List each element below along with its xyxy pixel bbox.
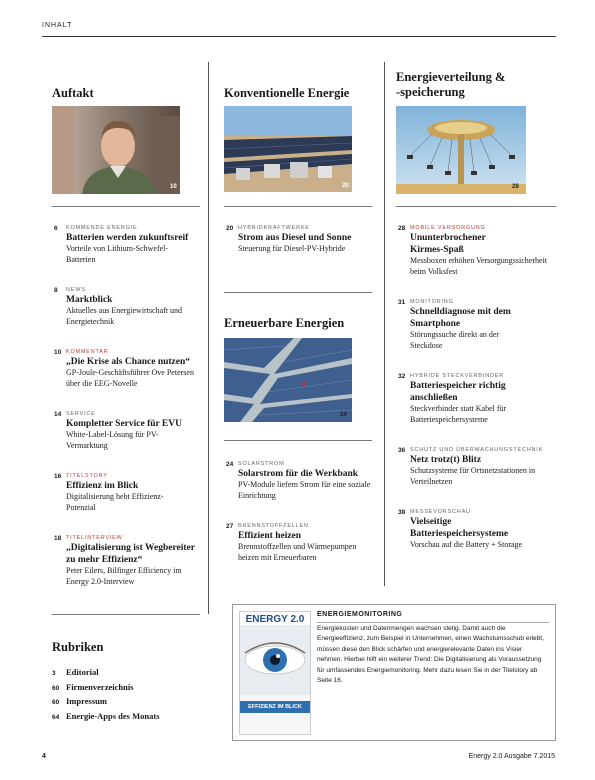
image-page-number: 28	[512, 184, 519, 190]
rubrik-page: 64	[52, 713, 60, 721]
toc-entry[interactable]	[398, 224, 560, 277]
toc-entry[interactable]	[226, 522, 398, 563]
entry-title: Ununterbrochener Kirmes-Spaß	[410, 233, 486, 255]
toc-entry[interactable]	[54, 224, 226, 265]
entry-title: Solarstrom für die Werkbank	[238, 469, 359, 479]
section-header: INHALT	[42, 22, 73, 29]
entry-page: 20	[226, 225, 234, 232]
section-title-konventionelle: Konventionelle Energie	[224, 86, 350, 100]
toc-entry[interactable]	[54, 472, 226, 513]
promo-title: ENERGIEMONITORING	[317, 611, 403, 618]
entry-page: 28	[398, 225, 406, 232]
col1-separator	[52, 206, 200, 207]
rubrik-page: 60	[52, 684, 60, 692]
entry-title: Schnelldiagnose mit dem Smartphone	[410, 307, 511, 329]
entry-category: KOMMENTAR	[66, 349, 109, 355]
entry-desc: Brennstoffzellen und Wärmepumpen heizen mit Erneuerbaren	[238, 542, 357, 562]
promo-text: Energiekosten und Datenmengen wachsen stetig. Damit auch die Energieeffizienz, zum Beispiel in Unternehmen, einen Wachstumsschub erlebt, müssen diese den Blick schärfen und energierelevante Daten ins Visier nehmen. Hierbei hilft ein weiterer Trend: Die Digitalisierung als Voraussetzung für umfassendes Energiemonitoring. Mehr dazu lesen Sie in der Titelstory ab Seite 16.	[317, 625, 544, 685]
entry-category: SERVICE	[66, 411, 96, 417]
rubrik-item[interactable]	[52, 666, 202, 681]
entry-category: HYBRIDE STECKVERBINDER	[410, 373, 505, 379]
entry-desc: GP-Joule-Geschäftsführer Ove Petersen über die EEG-Novelle	[66, 368, 194, 388]
entry-category: SOLARSTROM	[238, 461, 285, 467]
image-page-number: 24	[340, 412, 347, 418]
entry-category: MESSEVORSCHAU	[410, 509, 471, 515]
eye-icon	[240, 625, 310, 695]
entry-page: 14	[54, 411, 62, 418]
toc-entry[interactable]	[398, 508, 560, 551]
entry-page: 16	[54, 473, 62, 480]
section-title-auftakt: Auftakt	[52, 86, 94, 100]
entry-page: 27	[226, 523, 234, 530]
entry-title: Netz trotz(t) Blitz	[410, 455, 482, 465]
toc-entry[interactable]	[398, 372, 560, 425]
portrait-image	[52, 106, 180, 194]
entry-page: 24	[226, 461, 234, 468]
entry-title: Effizienz im Blick	[66, 481, 139, 491]
entry-category: BRENNSTOFFZELLEN	[238, 523, 309, 529]
solar-roof-image	[224, 338, 352, 422]
entry-desc: Schutzsysteme für Ortsnetzstationen in Verteilnetzen	[410, 466, 536, 486]
rubrik-label: Editorial	[66, 667, 99, 677]
section-title-line: Energieverteilung &	[396, 70, 506, 84]
rubriken-list	[52, 666, 202, 724]
section-title-erneuerbare: Erneuerbare Energien	[224, 316, 345, 330]
entry-page: 8	[54, 287, 58, 294]
carousel-image	[396, 106, 526, 194]
section-title-rubriken: Rubriken	[52, 640, 104, 654]
entry-category: TITELINTERVIEW	[66, 535, 123, 541]
toc-entry[interactable]	[398, 446, 560, 487]
issue-info: Energy 2.0 Ausgabe 7.2015	[468, 753, 555, 760]
entry-page: 6	[54, 225, 58, 232]
col1-separator-2	[52, 614, 200, 615]
col2-separator-3	[224, 440, 372, 441]
entry-desc: Digitalisierung hebt Effizienz-Potenzial	[66, 492, 164, 512]
entry-page: 32	[398, 373, 406, 380]
toc-entry[interactable]	[54, 410, 226, 451]
entry-desc: Vorschau auf die Battery + Storage	[410, 540, 523, 549]
entry-category: KOMMENDE ENERGIE	[66, 225, 138, 231]
entry-category: NEWS	[66, 287, 86, 293]
entry-title: „Die Krise als Chance nutzen“	[66, 357, 191, 367]
cover-headline: EFFIZIENZ IM BLICK	[240, 701, 310, 713]
toc-entry[interactable]	[226, 460, 398, 501]
image-page-number: 10	[170, 184, 177, 190]
promo-box[interactable]	[232, 604, 556, 741]
rubrik-item[interactable]	[52, 695, 202, 710]
col2-separator-2	[224, 292, 372, 293]
entry-desc: Steckverbinder statt Kabel für Batteriespeichersysteme	[410, 404, 507, 424]
rubrik-label: Impressum	[66, 696, 107, 706]
entry-desc: Vorteile von Lithium-Schwefel-Batterien	[66, 244, 169, 264]
entry-title: Batteriespeicher richtig anschließen	[410, 381, 506, 403]
image-page-number: 20	[342, 183, 349, 189]
page-number: 4	[42, 753, 46, 760]
rubrik-label: Firmenverzeichnis	[66, 681, 134, 692]
magazine-cover	[239, 611, 311, 735]
rubrik-item[interactable]	[52, 710, 202, 725]
entry-page: 10	[54, 349, 62, 356]
entry-desc: Messboxen erhöhen Versorgungssicherheit beim Volksfest	[410, 256, 548, 276]
column-divider-2	[384, 62, 385, 586]
promo-divider	[317, 622, 549, 623]
solar-hybrid-image	[224, 106, 352, 192]
entry-desc: PV-Module liefern Strom für eine soziale Einrichtung	[238, 480, 371, 500]
promo-content	[317, 611, 549, 686]
cover-brand: ENERGY 2.0	[240, 612, 310, 625]
entry-category: TITELSTORY	[66, 473, 108, 479]
rubrik-label: Energie-Apps des Monats	[66, 710, 160, 721]
entry-title: Strom aus Diesel und Sonne	[238, 233, 352, 243]
section-title-line: -speicherung	[396, 85, 465, 99]
entry-desc: Peter Eilers, Bilfinger Efficiency im Energy 2.0-Interview	[66, 566, 182, 586]
entry-title: Effizient heizen	[238, 531, 302, 541]
entry-page: 38	[398, 509, 406, 516]
column-divider-1	[208, 62, 209, 614]
entry-title: Batterien werden zukunftsreif	[66, 233, 189, 243]
rubrik-page: 60	[52, 699, 60, 706]
entry-category: HYBRIDKRAFTWERKE	[238, 225, 310, 231]
toc-entry[interactable]	[54, 286, 226, 327]
entry-category: MOBILE VERSORGUNG	[410, 225, 486, 231]
entry-desc: Steuerung für Diesel-PV-Hybride	[238, 244, 346, 253]
toc-entry[interactable]	[54, 348, 226, 389]
section-title-energieverteilung	[396, 70, 505, 100]
entry-category: SCHUTZ UND ÜBERWACHUNGSTECHNIK	[410, 447, 544, 453]
entry-desc: White-Label-Lösung für PV-Vermarktung	[66, 430, 159, 450]
entry-desc: Störungssuche direkt an der Steckdose	[410, 330, 500, 350]
rubrik-page: 3	[52, 670, 56, 677]
col2-separator	[224, 206, 372, 207]
entry-page: 31	[398, 299, 406, 306]
toc-entry[interactable]	[54, 534, 206, 587]
entry-title: „Digitalisierung ist Wegbereiter zu mehr Effizienz“	[66, 543, 195, 565]
entry-title: Marktblick	[66, 295, 113, 305]
entry-page: 36	[398, 447, 406, 454]
entry-category: MONITORING	[410, 299, 454, 305]
rubrik-item[interactable]	[52, 681, 202, 696]
toc-entry[interactable]	[226, 224, 398, 255]
toc-entry[interactable]	[398, 298, 560, 351]
entry-page: 18	[54, 535, 62, 542]
entry-title: Vielseitige Batteriespeichersysteme	[410, 517, 509, 539]
header-divider	[42, 36, 556, 37]
col3-separator	[396, 206, 556, 207]
entry-title: Kompletter Service für EVU	[66, 419, 182, 429]
entry-desc: Aktuelles aus Energiewirtschaft und Energietechnik	[66, 306, 183, 326]
